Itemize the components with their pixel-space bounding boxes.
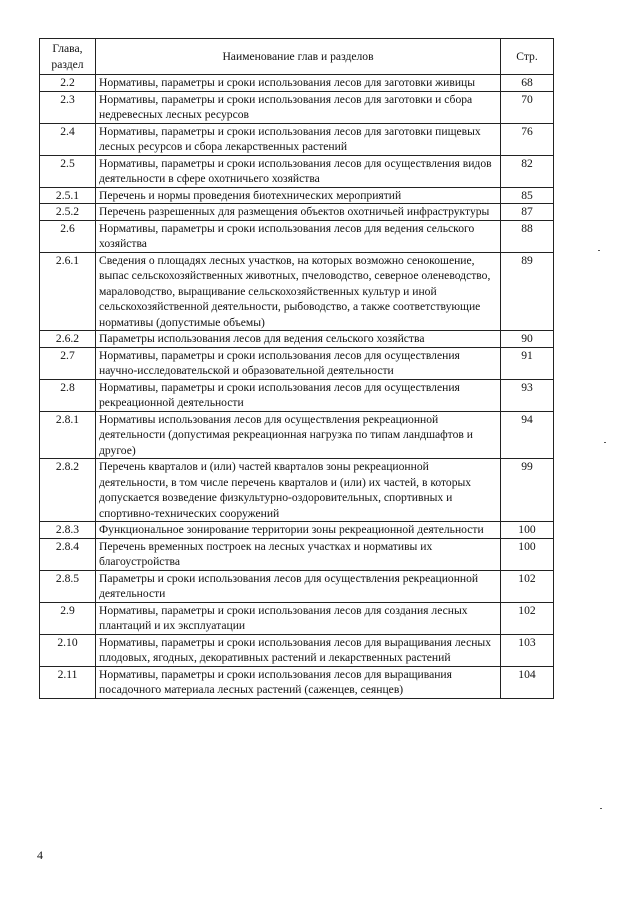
scan-speck xyxy=(604,442,606,443)
section-page: 102 xyxy=(501,602,554,634)
scan-speck xyxy=(598,250,600,251)
section-title: Сведения о площадях лесных участков, на которых возможно сенокошение, выпас сельскохозяйственных животных, пчеловодство, северное оленеводство, мараловодство, выращивание сельскохозяйственных культур и иной сельскохозяйственной деятельности, рыбоводство, а также соответствующие нормативы (допустимые объемы) xyxy=(96,252,501,331)
section-page: 100 xyxy=(501,522,554,539)
section-number: 2.8 xyxy=(40,379,96,411)
section-number: 2.5 xyxy=(40,155,96,187)
section-number: 2.8.4 xyxy=(40,538,96,570)
table-row xyxy=(40,75,554,92)
section-number: 2.2 xyxy=(40,75,96,92)
section-title: Нормативы, параметры и сроки использования лесов для ведения сельского хозяйства xyxy=(96,220,501,252)
table-row xyxy=(40,204,554,221)
section-number: 2.8.2 xyxy=(40,459,96,522)
section-number: 2.5.1 xyxy=(40,187,96,204)
section-title: Нормативы, параметры и сроки использования лесов для осуществления научно-исследовательской и образовательной деятельности xyxy=(96,347,501,379)
section-page: 100 xyxy=(501,538,554,570)
table-row xyxy=(40,602,554,634)
section-number: 2.4 xyxy=(40,123,96,155)
table-of-contents xyxy=(39,38,554,699)
section-title: Параметры использования лесов для ведения сельского хозяйства xyxy=(96,331,501,348)
table-row xyxy=(40,411,554,459)
section-title: Нормативы, параметры и сроки использования лесов для заготовки живицы xyxy=(96,75,501,92)
section-number: 2.8.5 xyxy=(40,570,96,602)
table-header-row xyxy=(40,39,554,75)
header-page: Стр. xyxy=(501,39,554,75)
section-title: Нормативы, параметры и сроки использования лесов для осуществления видов деятельности в сфере охотничьего хозяйства xyxy=(96,155,501,187)
section-page: 88 xyxy=(501,220,554,252)
table-row xyxy=(40,155,554,187)
section-number: 2.7 xyxy=(40,347,96,379)
section-page: 76 xyxy=(501,123,554,155)
section-title: Нормативы, параметры и сроки использования лесов для заготовки и сбора недревесных лесных ресурсов xyxy=(96,91,501,123)
table-row xyxy=(40,666,554,698)
section-title: Функциональное зонирование территории зоны рекреационной деятельности xyxy=(96,522,501,539)
section-title: Перечень кварталов и (или) частей кварталов зоны рекреационной деятельности, в том числе перечень кварталов и (или) их частей, в которых допускается возведение физкультурно-оздоровительных, спортивных и спортивно-технических сооружений xyxy=(96,459,501,522)
section-page: 94 xyxy=(501,411,554,459)
section-page: 85 xyxy=(501,187,554,204)
table-body xyxy=(40,75,554,699)
section-page: 91 xyxy=(501,347,554,379)
section-title: Перечень временных построек на лесных участках и нормативы их благоустройства xyxy=(96,538,501,570)
table-row xyxy=(40,91,554,123)
section-title: Нормативы, параметры и сроки использования лесов для выращивания лесных плодовых, ягодных, декоративных растений и лекарственных растений xyxy=(96,634,501,666)
section-number: 2.6.2 xyxy=(40,331,96,348)
section-page: 90 xyxy=(501,331,554,348)
table-row xyxy=(40,252,554,331)
section-title: Параметры и сроки использования лесов для осуществления рекреационной деятельности xyxy=(96,570,501,602)
table-row xyxy=(40,347,554,379)
page-number: 4 xyxy=(37,848,43,862)
section-number: 2.5.2 xyxy=(40,204,96,221)
table-row xyxy=(40,634,554,666)
section-page: 89 xyxy=(501,252,554,331)
section-title: Нормативы, параметры и сроки использования лесов для создания лесных плантаций и их эксплуатации xyxy=(96,602,501,634)
table-row xyxy=(40,123,554,155)
table-row xyxy=(40,522,554,539)
section-title: Нормативы, параметры и сроки использования лесов для осуществления рекреационной деятельности xyxy=(96,379,501,411)
section-number: 2.8.1 xyxy=(40,411,96,459)
section-page: 93 xyxy=(501,379,554,411)
section-page: 68 xyxy=(501,75,554,92)
section-page: 87 xyxy=(501,204,554,221)
table-row xyxy=(40,459,554,522)
header-chapter: Глава, раздел xyxy=(40,39,96,75)
header-title: Наименование глав и разделов xyxy=(96,39,501,75)
section-page: 103 xyxy=(501,634,554,666)
table-row xyxy=(40,220,554,252)
section-number: 2.3 xyxy=(40,91,96,123)
section-number: 2.11 xyxy=(40,666,96,698)
table-row xyxy=(40,331,554,348)
section-title: Нормативы, параметры и сроки использования лесов для заготовки пищевых лесных ресурсов и сбора лекарственных растений xyxy=(96,123,501,155)
section-number: 2.10 xyxy=(40,634,96,666)
section-title: Нормативы, параметры и сроки использования лесов для выращивания посадочного материала лесных растений (саженцев, сеянцев) xyxy=(96,666,501,698)
table-row xyxy=(40,570,554,602)
section-title: Нормативы использования лесов для осуществления рекреационной деятельности (допустимая рекреационная нагрузка по типам ландшафтов и другое) xyxy=(96,411,501,459)
table-row xyxy=(40,538,554,570)
table-row xyxy=(40,187,554,204)
section-page: 104 xyxy=(501,666,554,698)
section-title: Перечень и нормы проведения биотехнических мероприятий xyxy=(96,187,501,204)
section-page: 70 xyxy=(501,91,554,123)
scan-speck xyxy=(600,808,602,809)
section-page: 102 xyxy=(501,570,554,602)
section-number: 2.9 xyxy=(40,602,96,634)
section-number: 2.6.1 xyxy=(40,252,96,331)
section-number: 2.8.3 xyxy=(40,522,96,539)
section-title: Перечень разрешенных для размещения объектов охотничьей инфраструктуры xyxy=(96,204,501,221)
section-number: 2.6 xyxy=(40,220,96,252)
table-row xyxy=(40,379,554,411)
section-page: 99 xyxy=(501,459,554,522)
section-page: 82 xyxy=(501,155,554,187)
